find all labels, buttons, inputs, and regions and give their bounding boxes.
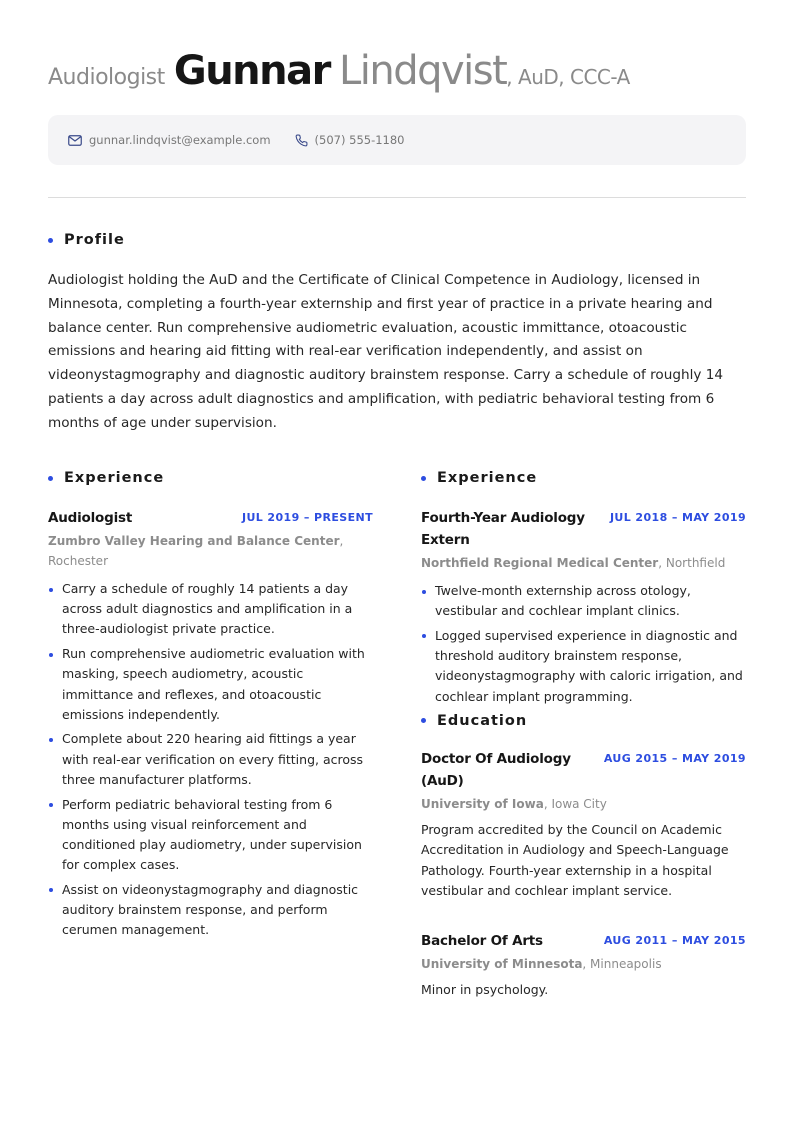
contact-bar <box>48 115 746 165</box>
job-role: Audiologist <box>48 65 165 90</box>
job-dates: JUL 2019 – PRESENT <box>241 511 373 524</box>
job-title: Fourth-Year Audiology Extern <box>421 510 585 548</box>
phone-text: (507) 555-1180 <box>314 133 405 147</box>
employer-location: , Rochester <box>48 534 344 568</box>
job-title: Audiologist <box>48 510 133 526</box>
bullet-dot <box>421 718 426 723</box>
school <box>421 954 746 974</box>
school-location: , Minneapolis <box>582 956 662 971</box>
employer-name: Northfield Regional Medical Center <box>421 556 659 570</box>
bullet-dot <box>421 476 426 481</box>
envelope-icon <box>68 135 82 146</box>
list-item: Complete about 220 hearing aid fittings a year with real-ear verification on every fitting, across three manufacturer platforms. <box>48 729 373 790</box>
contact-email[interactable] <box>68 133 271 147</box>
entry-header <box>421 507 746 551</box>
employer-name: Zumbro Valley Hearing and Balance Center <box>48 534 340 548</box>
first-name: Gunnar <box>173 48 330 94</box>
header-divider <box>48 197 746 198</box>
education-entry <box>421 930 746 1001</box>
education-heading <box>421 713 746 729</box>
list-item: Twelve-month externship across otology, vestibular and cochlear implant clinics. <box>421 581 746 621</box>
profile-summary: Audiologist holding the AuD and the Certificate of Clinical Competence in Audiology, licensed in Minnesota, completing a fourth-year externship and first year of practice in a private hearing and balance center. Run comprehensive audiometric evaluation, acoustic immittance, otoacoustic emissions and hearing aid fitting with real-ear verification independently, and assist on videonystagmography and diagnostic auditory brainstem response. Carry a schedule of roughly 14 patients a day across adult diagnostics and amplification, with pediatric behavioral testing from 6 months of age under supervision. <box>48 272 724 431</box>
experience-entry <box>48 507 373 940</box>
employer <box>48 531 373 571</box>
name-header <box>48 48 746 94</box>
achievement-list <box>421 581 746 707</box>
list-item: Carry a schedule of roughly 14 patients a day across adult diagnostics and amplification in a three-audiologist private practice. <box>48 579 373 640</box>
job-dates: JUL 2018 – MAY 2019 <box>609 511 746 524</box>
school-location: , Iowa City <box>543 796 607 811</box>
right-column <box>421 470 746 1000</box>
degree-description: Program accredited by the Council on Academic Accreditation in Audiology and Speech-Language Pathology. Fourth-year externship in a hospital vestibular and cochlear implant service. <box>421 821 729 899</box>
school <box>421 794 746 814</box>
degree-title: Bachelor Of Arts <box>421 932 543 949</box>
degree-title: Doctor Of Audiology (AuD) <box>421 750 571 789</box>
contact-phone[interactable] <box>295 133 405 147</box>
experience-heading-text: Experience <box>437 470 538 486</box>
list-item: Logged supervised experience in diagnostic and threshold auditory brainstem response, videonystagmography with caloric irrigation, and cochlear implant programming. <box>421 626 746 707</box>
degree-dates: AUG 2011 – MAY 2015 <box>603 933 746 947</box>
list-item: Assist on videonystagmography and diagnostic auditory brainstem response, and perform cerumen management. <box>48 880 373 941</box>
education-entry <box>421 748 746 902</box>
experience-heading <box>421 470 746 486</box>
degree-description: Minor in psychology. <box>421 981 549 997</box>
school-name: University of Minnesota <box>421 956 583 971</box>
phone-icon <box>295 134 308 147</box>
entry-header <box>48 507 373 529</box>
email-text: gunnar.lindqvist@example.com <box>89 133 271 147</box>
profile-heading-text: Profile <box>64 232 125 248</box>
list-item: Perform pediatric behavioral testing from 6 months using visual reinforcement and conditioned play audiometry, under supervision for complex cases. <box>48 795 373 876</box>
employer-location: , Northfield <box>658 556 726 570</box>
credentials: , AuD, CCC-A <box>506 65 630 89</box>
bullet-dot <box>48 476 53 481</box>
employer <box>421 553 746 573</box>
degree-dates: AUG 2015 – MAY 2019 <box>603 751 746 765</box>
achievement-list <box>48 579 373 940</box>
experience-entry <box>421 507 746 707</box>
entry-header <box>421 930 746 952</box>
education-heading-text: Education <box>437 712 528 729</box>
entry-header <box>421 748 746 792</box>
last-name: Lindqvist <box>338 48 507 94</box>
profile-heading <box>48 232 125 248</box>
school-name: University of Iowa <box>421 796 544 811</box>
experience-heading <box>48 470 373 486</box>
left-column <box>48 470 373 945</box>
experience-heading-text: Experience <box>64 470 165 486</box>
bullet-dot <box>48 238 53 243</box>
list-item: Run comprehensive audiometric evaluation with masking, speech audiometry, acoustic immittance and reflexes, and otoacoustic emissions independently. <box>48 644 373 725</box>
